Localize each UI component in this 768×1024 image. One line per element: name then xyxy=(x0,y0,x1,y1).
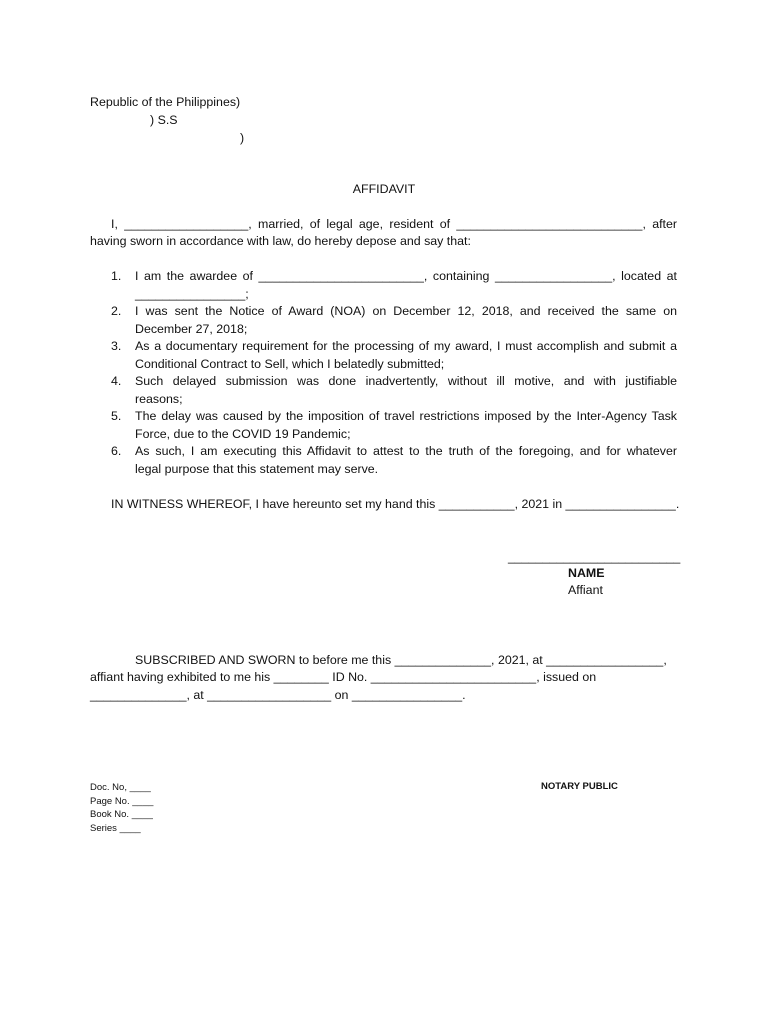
document-title: AFFIDAVIT xyxy=(352,182,416,196)
intro-line-1: I, __________________, married, of legal age, resident of ___________________________, after xyxy=(111,217,677,231)
jurat-line-2: affiant having exhibited to me his ________ ID No. ________________________, issued on xyxy=(90,670,597,684)
list-item-line: ________________; xyxy=(135,287,249,301)
page-no: Page No. ____ xyxy=(90,796,154,807)
header-republic: Republic of the Philippines) xyxy=(90,95,241,109)
jurat-line-3: ______________, at __________________ on ________________. xyxy=(90,688,466,702)
list-item-line: As such, I am executing this Affidavit to attest to the truth of the foregoing, and for whatever xyxy=(135,444,677,458)
jurat-line-1: SUBSCRIBED AND SWORN to before me this ______________, 2021, at _________________, xyxy=(135,653,667,667)
list-item-number: 5. xyxy=(111,409,122,423)
list-item-number: 3. xyxy=(111,339,122,353)
list-item-line: I was sent the Notice of Award (NOA) on December 12, 2018, and received the same on xyxy=(135,304,677,318)
signature-line: _________________________ xyxy=(508,550,681,564)
list-item-line: Conditional Contract to Sell, which I belatedly submitted; xyxy=(135,357,445,371)
witness-clause: IN WITNESS WHEREOF, I have hereunto set my hand this ___________, 2021 in ________________. xyxy=(111,497,680,511)
header-paren: ) xyxy=(240,131,245,145)
list-item-number: 1. xyxy=(111,269,122,283)
book-no: Book No. ____ xyxy=(90,809,153,820)
list-item-line: legal purpose that this statement may serve. xyxy=(135,462,379,476)
list-item-line: Such delayed submission was done inadvertently, without ill motive, and with justifiable xyxy=(135,374,677,388)
affiant-name: NAME xyxy=(568,566,605,580)
intro-line-2: having sworn in accordance with law, do hereby depose and say that: xyxy=(90,234,471,248)
list-item-line: I am the awardee of ________________________, containing _________________, located at xyxy=(135,269,677,283)
list-item-line: reasons; xyxy=(135,392,183,406)
list-item-number: 2. xyxy=(111,304,122,318)
list-item-line: December 27, 2018; xyxy=(135,322,248,336)
doc-no: Doc. No, ____ xyxy=(90,782,151,793)
list-item-number: 4. xyxy=(111,374,122,388)
list-item-number: 6. xyxy=(111,444,122,458)
list-item-line: The delay was caused by the imposition of travel restrictions imposed by the Inter-Agency Task xyxy=(135,409,677,423)
header-ss: ) S.S xyxy=(150,113,178,127)
notary-public-label: NOTARY PUBLIC xyxy=(541,781,618,792)
list-item-line: Force, due to the COVID 19 Pandemic; xyxy=(135,427,351,441)
affiant-label: Affiant xyxy=(568,583,603,597)
list-item-line: As a documentary requirement for the processing of my award, I must accomplish and submit a xyxy=(135,339,677,353)
series-no: Series ____ xyxy=(90,823,141,834)
